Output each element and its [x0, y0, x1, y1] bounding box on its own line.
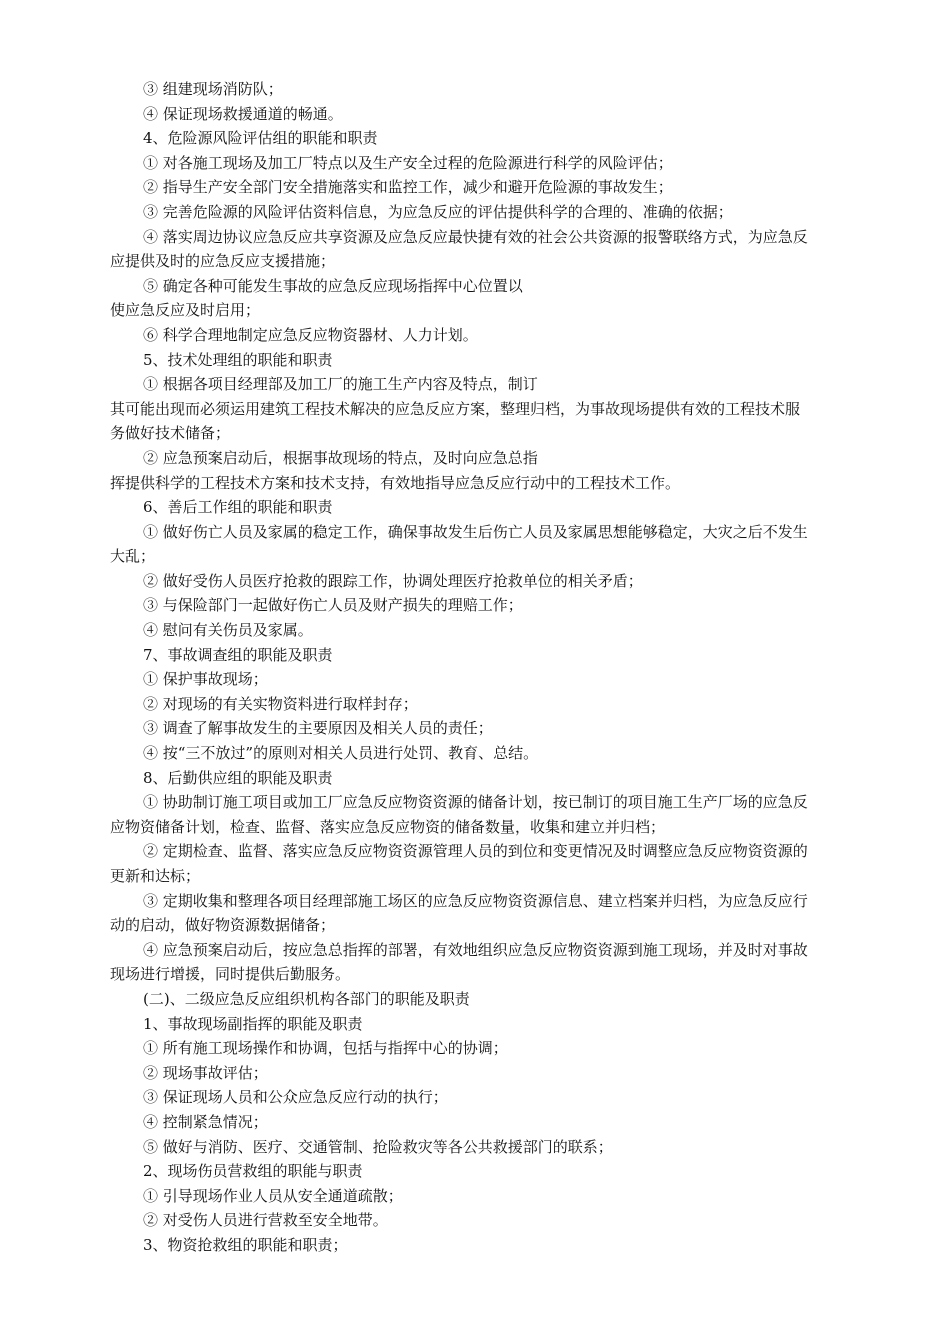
text-line: 4、危险源风险评估组的职能和职责 [143, 129, 378, 148]
text-line: 3、物资抢救组的职能和职责； [143, 1235, 348, 1254]
text-line: 5、技术处理组的职能和职责 [143, 350, 333, 369]
text-line: ③ 与保险部门一起做好伤亡人员及财产损失的理赔工作； [143, 596, 523, 615]
text-line: ② 应急预案启动后，根据事故现场的特点，及时向应急总指 [143, 448, 538, 467]
text-line: 2、现场伤员营救组的职能与职责 [143, 1162, 363, 1181]
text-line: ③ 完善危险源的风险评估资料信息，为应急反应的评估提供科学的合理的、准确的依据； [143, 202, 733, 221]
text-line: 1、事故现场副指挥的职能及职责 [143, 1014, 363, 1033]
text-line: ④ 落实周边协议应急反应共享资源及应急反应最快捷有效的社会公共资源的报警联络方式，为应急反 [143, 227, 808, 246]
text-line: 8、后勤供应组的职能及职责 [143, 768, 333, 787]
text-line: ① 所有施工现场操作和协调，包括与指挥中心的协调； [143, 1039, 508, 1058]
text-line: ④ 慰问有关伤员及家属。 [143, 621, 313, 640]
text-line: ③ 组建现场消防队； [143, 80, 283, 98]
text-line: ② 对受伤人员进行营救至安全地带。 [143, 1211, 388, 1230]
text-line: ② 做好受伤人员医疗抢救的跟踪工作，协调处理医疗抢救单位的相关矛盾； [143, 571, 643, 590]
text-line: 大乱； [110, 547, 156, 566]
text-line: ④ 控制紧急情况； [143, 1112, 268, 1131]
text-line: ③ 保证现场人员和公众应急反应行动的执行； [143, 1088, 448, 1107]
text-line: ④ 保证现场救援通道的畅通。 [143, 104, 343, 123]
text-line: ③ 调查了解事故发生的主要原因及相关人员的责任； [143, 719, 493, 738]
text-line: (二)、二级应急反应组织机构各部门的职能及职责 [143, 989, 470, 1008]
text-line: 7、事故调查组的职能及职责 [143, 645, 333, 664]
text-line: 现场进行增援，同时提供后勤服务。 [110, 965, 351, 984]
text-line: ② 现场事故评估； [143, 1063, 268, 1082]
text-line: ⑤ 做好与消防、医疗、交通管制、抢险救灾等各公共救援部门的联系； [143, 1137, 613, 1156]
text-line: 应物资储备计划，检查、监督、落实应急反应物资的储备数量，收集和建立并归档； [110, 817, 666, 836]
text-line: ① 做好伤亡人员及家属的稳定工作，确保事故发生后伤亡人员及家属思想能够稳定，大灾之后不发生 [143, 522, 808, 541]
text-line: 6、善后工作组的职能和职责 [143, 498, 333, 517]
text-line: 务做好技术储备； [110, 424, 231, 443]
text-line: 更新和达标； [110, 867, 201, 885]
text-line: ② 定期检查、监督、落实应急反应物资资源管理人员的到位和变更情况及时调整应急反应物资资源的 [143, 842, 808, 861]
text-line: ④ 按“三不放过”的原则对相关人员进行处罚、教育、总结。 [143, 744, 539, 763]
text-line: 挥提供科学的工程技术方案和技术支持，有效地指导应急反应行动中的工程技术工作。 [110, 473, 681, 492]
text-line: ① 保护事故现场； [143, 670, 268, 689]
text-line: ① 根据各项目经理部及加工厂的施工生产内容及特点，制订 [143, 375, 538, 394]
text-line: 应提供及时的应急反应支援措施； [110, 252, 336, 271]
text-line: ① 协助制订施工项目或加工厂应急反应物资资源的储备计划，按已制订的项目施工生产厂场的应急反 [143, 793, 808, 812]
text-line: ⑥ 科学合理地制定应急反应物资器材、人力计划。 [143, 325, 478, 344]
text-line: ② 指导生产安全部门安全措施落实和监控工作，减少和避开危险源的事故发生； [143, 178, 673, 197]
text-line: ② 对现场的有关实物资料进行取样封存； [143, 694, 418, 713]
text-line: ③ 定期收集和整理各项目经理部施工场区的应急反应物资资源信息、建立档案并归档，为应急反应行 [143, 891, 808, 910]
text-line: 使应急反应及时启用； [110, 301, 261, 320]
text-line: ① 引导现场作业人员从安全通道疏散； [143, 1186, 403, 1205]
text-line: 其可能出现而必须运用建筑工程技术解决的应急反应方案，整理归档，为事故现场提供有效的工程技术服 [110, 399, 801, 418]
text-line: ④ 应急预案启动后，按应急总指挥的部署，有效地组织应急反应物资资源到施工现场，并及时对事故 [143, 940, 808, 959]
text-line: 动的启动，做好物资源数据储备； [110, 916, 336, 935]
text-line: ① 对各施工现场及加工厂特点以及生产安全过程的危险源进行科学的风险评估； [143, 153, 673, 172]
document-body [110, 77, 890, 1258]
text-line: ⑤ 确定各种可能发生事故的应急反应现场指挥中心位置以 [143, 276, 523, 295]
